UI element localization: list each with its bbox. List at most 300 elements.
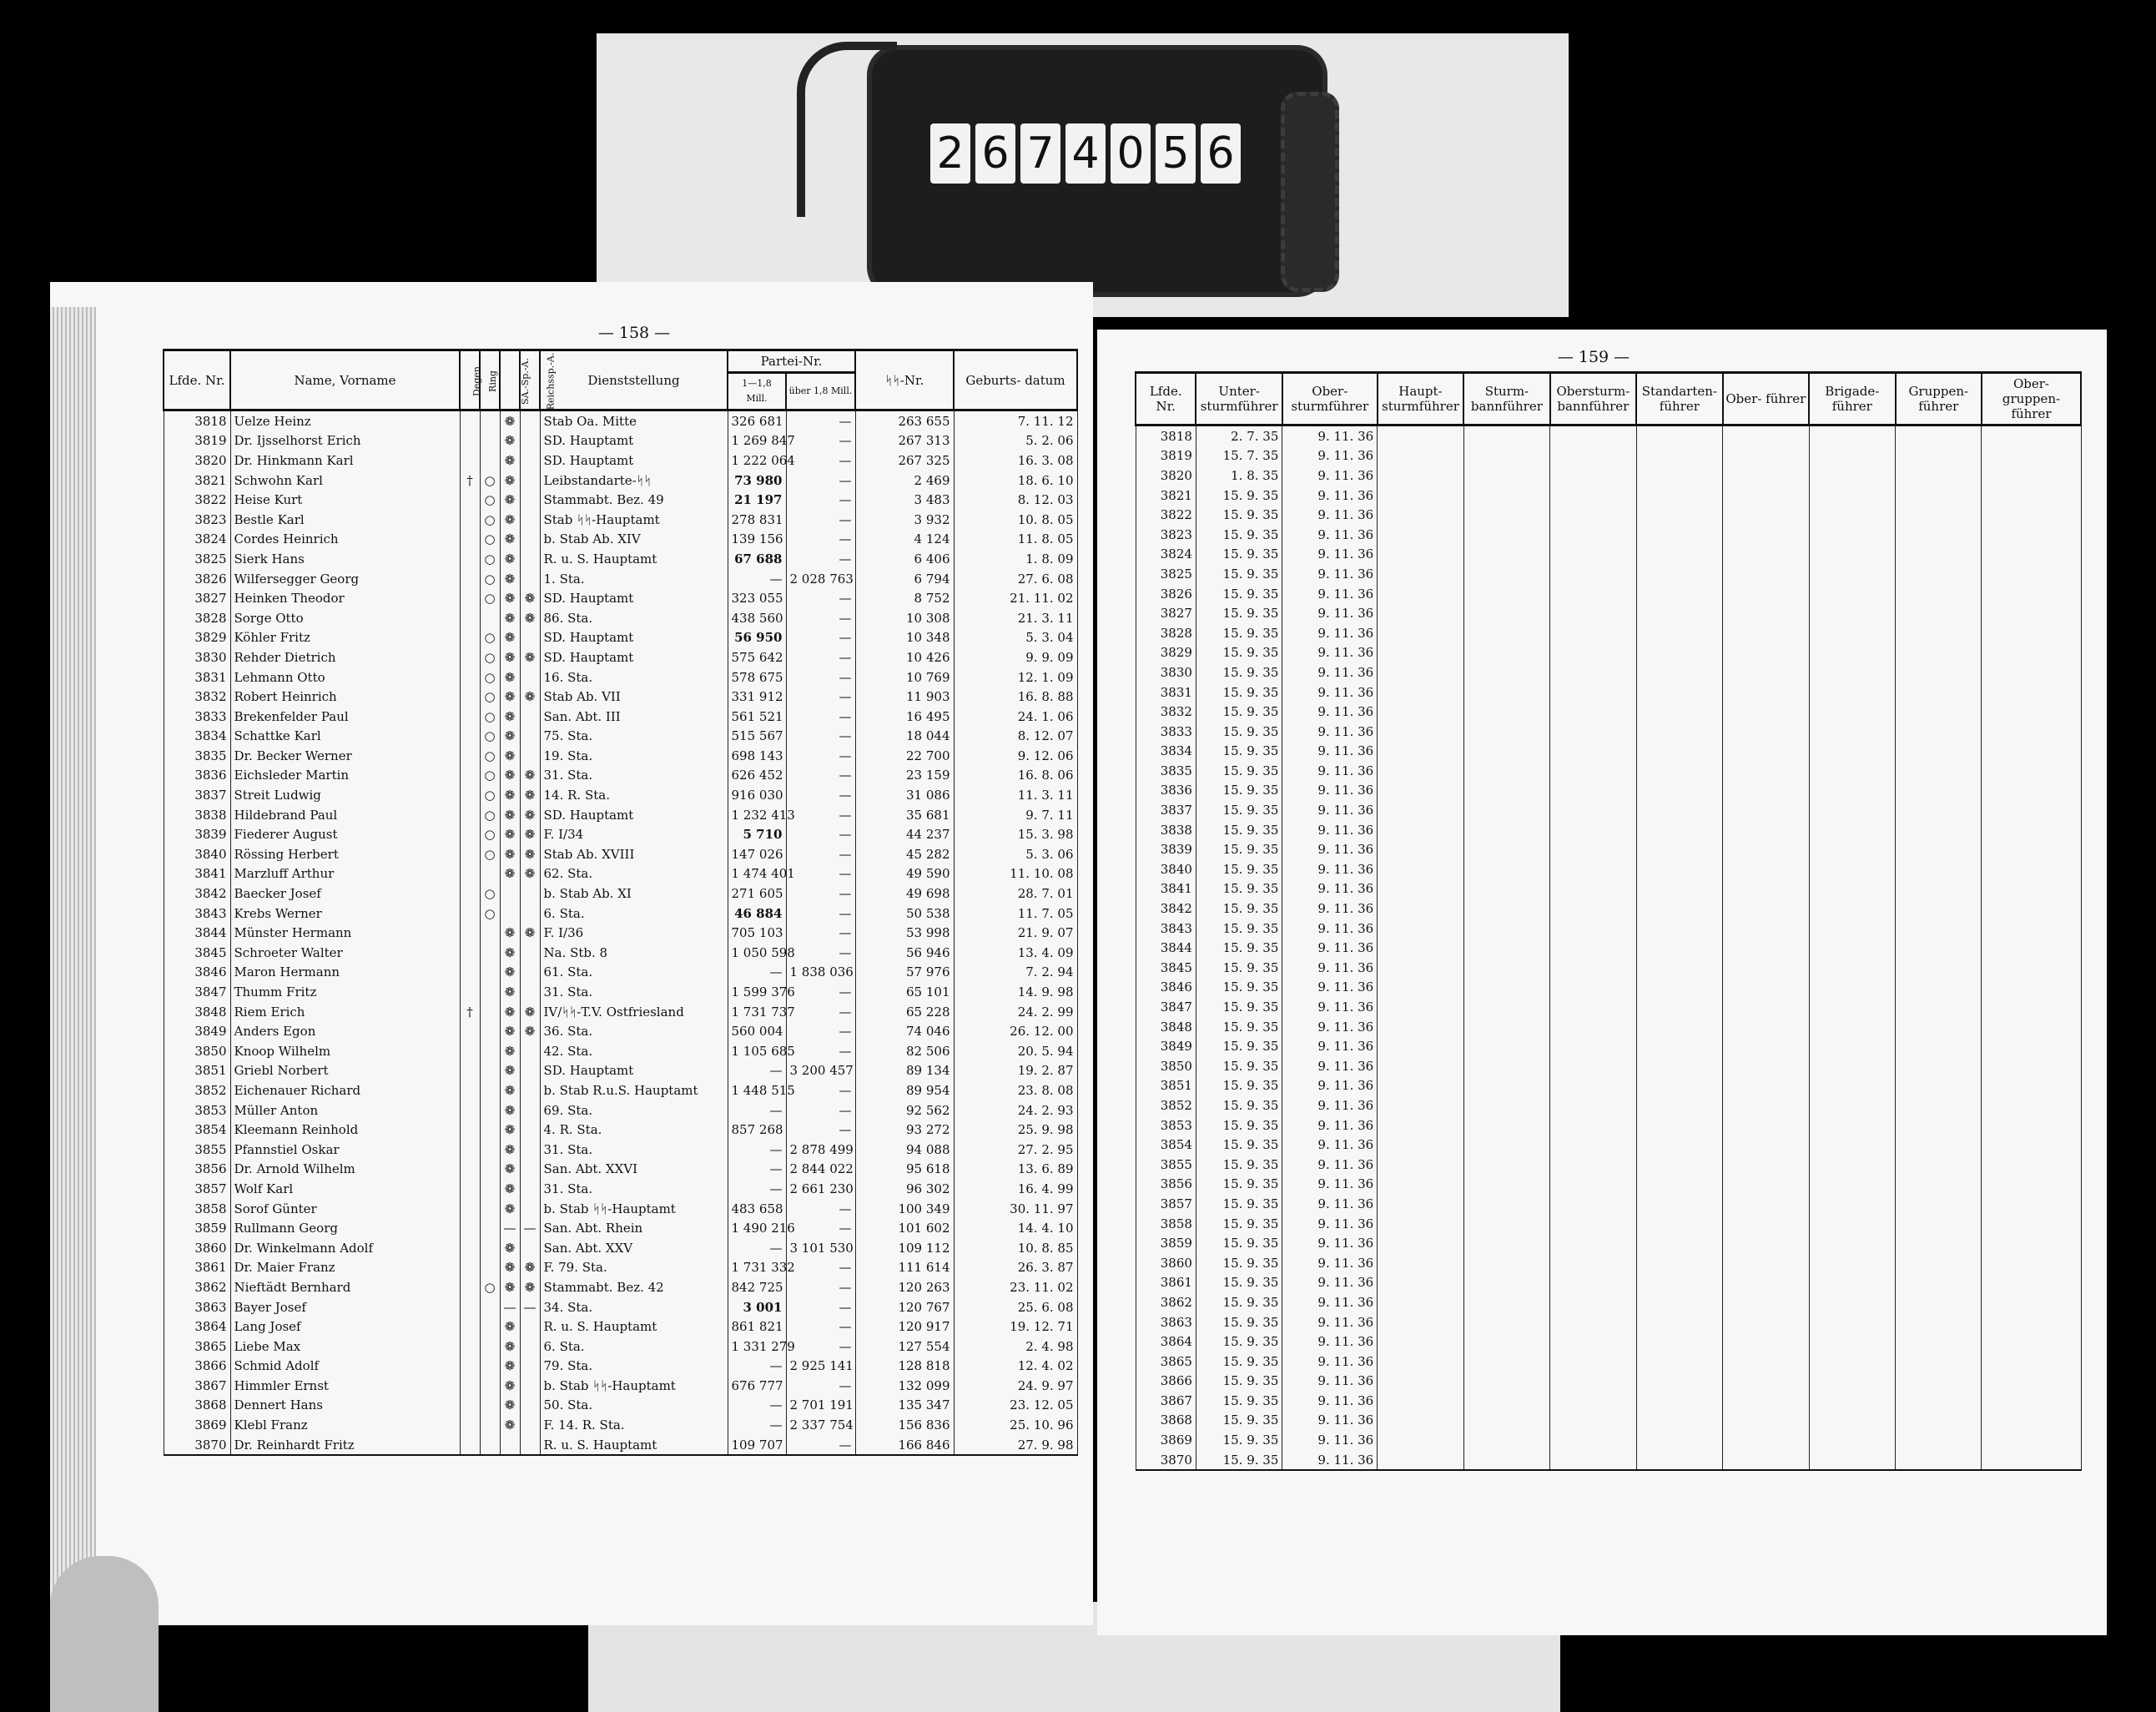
empty-rank-cell xyxy=(1809,1430,1895,1450)
table-row xyxy=(164,824,1077,844)
empty-rank-cell xyxy=(1636,505,1722,525)
untersturmfuehrer-cell: 15. 9. 35 xyxy=(1196,1391,1282,1411)
empty-rank-cell xyxy=(1896,820,1982,840)
geburtsdatum-cell: 25. 9. 98 xyxy=(954,1120,1077,1140)
geburtsdatum-cell: 8. 12. 03 xyxy=(954,490,1077,510)
ring-cell xyxy=(480,1297,500,1317)
untersturmfuehrer-cell: 15. 9. 35 xyxy=(1196,643,1282,663)
sa-sp-a-cell: ❁ xyxy=(500,785,520,805)
dienststellung-cell: b. Stab ᛋᛋ-Hauptamt xyxy=(540,1376,728,1396)
untersturmfuehrer-cell: 15. 9. 35 xyxy=(1196,781,1282,801)
obersturmfuehrer-cell: 9. 11. 36 xyxy=(1282,899,1378,919)
ring-cell xyxy=(480,410,500,431)
empty-rank-cell xyxy=(1636,1233,1722,1253)
empty-rank-cell xyxy=(1982,425,2081,446)
sa-sp-a-cell: ❁ xyxy=(500,746,520,766)
empty-rank-cell xyxy=(1550,1411,1636,1431)
ss-nr-cell: 10 426 xyxy=(855,647,954,667)
empty-rank-cell xyxy=(1378,978,1463,998)
partei-high-cell: — xyxy=(786,1120,855,1140)
degen-cell xyxy=(460,1277,480,1297)
table-row xyxy=(1136,1352,2081,1372)
empty-rank-cell xyxy=(1463,1312,1549,1332)
empty-rank-cell xyxy=(1809,1076,1895,1096)
empty-rank-cell xyxy=(1550,1430,1636,1450)
nr-cell: 3850 xyxy=(1136,1056,1196,1076)
table-row xyxy=(1136,859,2081,879)
ring-cell xyxy=(480,1002,500,1022)
partei-low-cell: — xyxy=(728,1160,786,1180)
nr-cell: 3847 xyxy=(1136,997,1196,1017)
empty-rank-cell xyxy=(1723,1273,1809,1293)
partei-low-cell: 139 156 xyxy=(728,530,786,550)
right-header-cell: Gruppen- führer xyxy=(1896,373,1982,425)
dienststellung-cell: F. 14. R. Sta. xyxy=(540,1415,728,1435)
table-row xyxy=(164,943,1077,963)
table-row xyxy=(164,1297,1077,1317)
empty-rank-cell xyxy=(1378,1332,1463,1352)
empty-rank-cell xyxy=(1636,1292,1722,1312)
name-cell: Dennert Hans xyxy=(230,1396,460,1416)
table-row xyxy=(1136,1056,2081,1076)
geburtsdatum-cell: 11. 7. 05 xyxy=(954,904,1077,924)
empty-rank-cell xyxy=(1463,1214,1549,1234)
obersturmfuehrer-cell: 9. 11. 36 xyxy=(1282,1135,1378,1155)
right-table-body xyxy=(1136,425,2081,1471)
empty-rank-cell xyxy=(1896,682,1982,702)
obersturmfuehrer-cell: 9. 11. 36 xyxy=(1282,1115,1378,1135)
empty-rank-cell xyxy=(1896,899,1982,919)
partei-low-cell: 1 269 847 xyxy=(728,431,786,451)
sa-sp-a-cell: ❁ xyxy=(500,1041,520,1061)
empty-rank-cell xyxy=(1896,742,1982,762)
table-row xyxy=(164,1002,1077,1022)
empty-rank-cell xyxy=(1378,1430,1463,1450)
nr-cell: 3843 xyxy=(1136,919,1196,939)
table-row xyxy=(164,982,1077,1002)
empty-rank-cell xyxy=(1550,545,1636,565)
table-row xyxy=(1136,643,2081,663)
table-row xyxy=(1136,879,2081,899)
partei-high-cell: — xyxy=(786,727,855,747)
untersturmfuehrer-cell: 15. 9. 35 xyxy=(1196,1312,1282,1332)
sa-sp-a-cell: ❁ xyxy=(500,1002,520,1022)
degen-cell xyxy=(460,1179,480,1199)
empty-rank-cell xyxy=(1723,1155,1809,1175)
obersturmfuehrer-cell: 9. 11. 36 xyxy=(1282,1430,1378,1450)
empty-rank-cell xyxy=(1636,603,1722,623)
degen-cell xyxy=(460,608,480,628)
partei-high-cell: — xyxy=(786,824,855,844)
sa-sp-a-cell: ❁ xyxy=(500,1061,520,1081)
obersturmfuehrer-cell: 9. 11. 36 xyxy=(1282,1253,1378,1273)
reichssp-a-cell: ❁ xyxy=(520,1002,540,1022)
empty-rank-cell xyxy=(1723,1214,1809,1234)
partei-high-cell: — xyxy=(786,1337,855,1357)
geburtsdatum-cell: 21. 9. 07 xyxy=(954,923,1077,943)
sa-sp-a-cell: ❁ xyxy=(500,1160,520,1180)
untersturmfuehrer-cell: 15. 9. 35 xyxy=(1196,742,1282,762)
obersturmfuehrer-cell: 9. 11. 36 xyxy=(1282,978,1378,998)
nr-cell: 3842 xyxy=(164,884,230,904)
empty-rank-cell xyxy=(1550,938,1636,958)
empty-rank-cell xyxy=(1723,446,1809,466)
ss-nr-cell: 57 976 xyxy=(855,963,954,983)
table-row xyxy=(164,1080,1077,1100)
geburtsdatum-cell: 25. 6. 08 xyxy=(954,1297,1077,1317)
partei-low-cell: 1 222 064 xyxy=(728,451,786,471)
reichssp-a-cell: ❁ xyxy=(520,647,540,667)
empty-rank-cell xyxy=(1896,1372,1982,1392)
dienststellung-cell: 31. Sta. xyxy=(540,766,728,786)
empty-rank-cell xyxy=(1378,1450,1463,1471)
dienststellung-cell: Stammabt. Bez. 42 xyxy=(540,1277,728,1297)
table-row xyxy=(164,766,1077,786)
degen-cell xyxy=(460,647,480,667)
untersturmfuehrer-cell: 15. 9. 35 xyxy=(1196,682,1282,702)
sa-sp-a-cell: ❁ xyxy=(500,608,520,628)
geburtsdatum-cell: 21. 3. 11 xyxy=(954,608,1077,628)
ss-nr-cell: 6 406 xyxy=(855,549,954,569)
empty-rank-cell xyxy=(1378,1372,1463,1392)
empty-rank-cell xyxy=(1636,564,1722,584)
reichssp-a-cell xyxy=(520,904,540,924)
dienststellung-cell: 1. Sta. xyxy=(540,569,728,589)
geburtsdatum-cell: 13. 4. 09 xyxy=(954,943,1077,963)
partei-low-cell: 21 197 xyxy=(728,490,786,510)
geburtsdatum-cell: 5. 3. 04 xyxy=(954,628,1077,648)
ring-cell: ○ xyxy=(480,530,500,550)
table-row xyxy=(1136,682,2081,702)
ss-nr-cell: 53 998 xyxy=(855,923,954,943)
degen-cell xyxy=(460,923,480,943)
degen-cell xyxy=(460,884,480,904)
empty-rank-cell xyxy=(1550,859,1636,879)
nr-cell: 3837 xyxy=(1136,800,1196,820)
sa-sp-a-cell xyxy=(500,1435,520,1456)
empty-rank-cell xyxy=(1636,1450,1722,1471)
obersturmfuehrer-cell: 9. 11. 36 xyxy=(1282,1056,1378,1076)
ring-cell: ○ xyxy=(480,805,500,825)
obersturmfuehrer-cell: 9. 11. 36 xyxy=(1282,839,1378,859)
empty-rank-cell xyxy=(1896,603,1982,623)
empty-rank-cell xyxy=(1463,1450,1549,1471)
empty-rank-cell xyxy=(1896,1430,1982,1450)
empty-rank-cell xyxy=(1378,1391,1463,1411)
table-row xyxy=(164,707,1077,727)
table-row xyxy=(164,923,1077,943)
empty-rank-cell xyxy=(1463,958,1549,978)
nr-cell: 3859 xyxy=(1136,1233,1196,1253)
table-row xyxy=(1136,839,2081,859)
empty-rank-cell xyxy=(1896,466,1982,486)
empty-rank-cell xyxy=(1896,1194,1982,1214)
obersturmfuehrer-cell: 9. 11. 36 xyxy=(1282,603,1378,623)
empty-rank-cell xyxy=(1896,1175,1982,1195)
empty-rank-cell xyxy=(1982,1332,2081,1352)
obersturmfuehrer-cell: 9. 11. 36 xyxy=(1282,938,1378,958)
empty-rank-cell xyxy=(1723,623,1809,643)
empty-rank-cell xyxy=(1378,761,1463,781)
empty-rank-cell xyxy=(1723,1411,1809,1431)
ss-nr-cell: 35 681 xyxy=(855,805,954,825)
empty-rank-cell xyxy=(1636,662,1722,682)
empty-rank-cell xyxy=(1723,997,1809,1017)
empty-rank-cell xyxy=(1378,1036,1463,1056)
partei-low-cell: 705 103 xyxy=(728,923,786,943)
empty-rank-cell xyxy=(1723,761,1809,781)
partei-high-cell: — xyxy=(786,1297,855,1317)
name-cell: Rössing Herbert xyxy=(230,844,460,864)
partei-high-cell: 2 701 191 xyxy=(786,1396,855,1416)
sa-sp-a-cell: ❁ xyxy=(500,431,520,451)
empty-rank-cell xyxy=(1982,1233,2081,1253)
table-row xyxy=(1136,1135,2081,1155)
ss-nr-cell: 109 112 xyxy=(855,1238,954,1258)
sa-sp-a-cell: ❁ xyxy=(500,1120,520,1140)
ss-nr-cell: 263 655 xyxy=(855,410,954,431)
empty-rank-cell xyxy=(1723,839,1809,859)
empty-rank-cell xyxy=(1378,1135,1463,1155)
untersturmfuehrer-cell: 15. 9. 35 xyxy=(1196,938,1282,958)
untersturmfuehrer-cell: 15. 9. 35 xyxy=(1196,1175,1282,1195)
empty-rank-cell xyxy=(1809,781,1895,801)
empty-rank-cell xyxy=(1723,1372,1809,1392)
obersturmfuehrer-cell: 9. 11. 36 xyxy=(1282,1450,1378,1471)
degen-cell xyxy=(460,410,480,431)
sa-sp-a-cell: ❁ xyxy=(500,1317,520,1337)
nr-cell: 3844 xyxy=(1136,938,1196,958)
name-cell: Riem Erich xyxy=(230,1002,460,1022)
untersturmfuehrer-cell: 15. 7. 35 xyxy=(1196,446,1282,466)
ss-nr-cell: 89 134 xyxy=(855,1061,954,1081)
dienststellung-cell: F. I/36 xyxy=(540,923,728,943)
obersturmfuehrer-cell: 9. 11. 36 xyxy=(1282,466,1378,486)
obersturmfuehrer-cell: 9. 11. 36 xyxy=(1282,525,1378,545)
reichssp-a-cell xyxy=(520,1376,540,1396)
table-row xyxy=(1136,958,2081,978)
empty-rank-cell xyxy=(1636,859,1722,879)
empty-rank-cell xyxy=(1896,761,1982,781)
empty-rank-cell xyxy=(1809,425,1895,446)
empty-rank-cell xyxy=(1723,1076,1809,1096)
reichssp-a-cell xyxy=(520,471,540,491)
geburtsdatum-cell: 23. 11. 02 xyxy=(954,1277,1077,1297)
empty-rank-cell xyxy=(1723,1175,1809,1195)
table-row xyxy=(164,1120,1077,1140)
partei-low-cell: — xyxy=(728,963,786,983)
ring-cell: ○ xyxy=(480,904,500,924)
empty-rank-cell xyxy=(1982,1135,2081,1155)
empty-rank-cell xyxy=(1550,603,1636,623)
ring-cell xyxy=(480,923,500,943)
reichssp-a-cell xyxy=(520,1337,540,1357)
dienststellung-cell: 31. Sta. xyxy=(540,982,728,1002)
degen-cell xyxy=(460,451,480,471)
untersturmfuehrer-cell: 15. 9. 35 xyxy=(1196,1194,1282,1214)
empty-rank-cell xyxy=(1723,1352,1809,1372)
empty-rank-cell xyxy=(1636,899,1722,919)
table-row xyxy=(1136,1017,2081,1037)
name-cell: Krebs Werner xyxy=(230,904,460,924)
untersturmfuehrer-cell: 15. 9. 35 xyxy=(1196,1450,1282,1471)
nr-cell: 3835 xyxy=(1136,761,1196,781)
ring-cell xyxy=(480,1120,500,1140)
reichssp-a-cell xyxy=(520,569,540,589)
name-cell: Robert Heinrich xyxy=(230,687,460,707)
empty-rank-cell xyxy=(1636,1372,1722,1392)
ring-cell xyxy=(480,1396,500,1416)
empty-rank-cell xyxy=(1550,466,1636,486)
ss-nr-cell: 49 590 xyxy=(855,864,954,884)
name-cell: Schwohn Karl xyxy=(230,471,460,491)
empty-rank-cell xyxy=(1982,545,2081,565)
empty-rank-cell xyxy=(1896,1253,1982,1273)
reichssp-a-cell xyxy=(520,1140,540,1160)
partei-low-cell: 857 268 xyxy=(728,1120,786,1140)
untersturmfuehrer-cell: 15. 9. 35 xyxy=(1196,525,1282,545)
empty-rank-cell xyxy=(1636,1017,1722,1037)
nr-cell: 3851 xyxy=(164,1061,230,1081)
table-row xyxy=(1136,781,2081,801)
nr-cell: 3858 xyxy=(164,1199,230,1219)
reichssp-a-cell: ❁ xyxy=(520,864,540,884)
empty-rank-cell xyxy=(1982,505,2081,525)
table-row xyxy=(164,746,1077,766)
nr-cell: 3819 xyxy=(164,431,230,451)
nr-cell: 3823 xyxy=(164,510,230,530)
table-row xyxy=(164,667,1077,687)
nr-cell: 3849 xyxy=(164,1021,230,1041)
empty-rank-cell xyxy=(1809,545,1895,565)
degen-cell xyxy=(460,569,480,589)
ss-nr-cell: 128 818 xyxy=(855,1357,954,1377)
empty-rank-cell xyxy=(1982,781,2081,801)
ring-cell xyxy=(480,431,500,451)
empty-rank-cell xyxy=(1636,722,1722,742)
geburtsdatum-cell: 20. 5. 94 xyxy=(954,1041,1077,1061)
empty-rank-cell xyxy=(1896,662,1982,682)
reichssp-a-cell: ❁ xyxy=(520,844,540,864)
empty-rank-cell xyxy=(1636,879,1722,899)
empty-rank-cell xyxy=(1378,742,1463,762)
empty-rank-cell xyxy=(1982,722,2081,742)
partei-low-cell: 483 658 xyxy=(728,1199,786,1219)
dienststellung-cell: b. Stab R.u.S. Hauptamt xyxy=(540,1080,728,1100)
empty-rank-cell xyxy=(1550,623,1636,643)
sa-sp-a-cell: ❁ xyxy=(500,943,520,963)
partei-low-cell: — xyxy=(728,1357,786,1377)
nr-cell: 3830 xyxy=(164,647,230,667)
page-edges xyxy=(50,307,96,1609)
name-cell: Cordes Heinrich xyxy=(230,530,460,550)
empty-rank-cell xyxy=(1982,859,2081,879)
geburtsdatum-cell: 5. 3. 06 xyxy=(954,844,1077,864)
header-partei-nr: Partei-Nr. xyxy=(728,350,855,373)
ss-nr-cell: 120 917 xyxy=(855,1317,954,1337)
table-row xyxy=(164,569,1077,589)
ring-cell xyxy=(480,1238,500,1258)
empty-rank-cell xyxy=(1982,584,2081,604)
ring-cell: ○ xyxy=(480,588,500,608)
empty-rank-cell xyxy=(1463,722,1549,742)
reichssp-a-cell xyxy=(520,1317,540,1337)
empty-rank-cell xyxy=(1896,584,1982,604)
empty-rank-cell xyxy=(1550,1214,1636,1234)
reichssp-a-cell: ❁ xyxy=(520,1021,540,1041)
empty-rank-cell xyxy=(1809,1332,1895,1352)
table-row xyxy=(1136,603,2081,623)
empty-rank-cell xyxy=(1636,545,1722,565)
geburtsdatum-cell: 2. 4. 98 xyxy=(954,1337,1077,1357)
empty-rank-cell xyxy=(1809,1391,1895,1411)
partei-low-cell: 560 004 xyxy=(728,1021,786,1041)
untersturmfuehrer-cell: 15. 9. 35 xyxy=(1196,1115,1282,1135)
empty-rank-cell xyxy=(1723,1017,1809,1037)
nr-cell: 3831 xyxy=(164,667,230,687)
empty-rank-cell xyxy=(1463,1076,1549,1096)
empty-rank-cell xyxy=(1982,702,2081,722)
sa-sp-a-cell: ❁ xyxy=(500,1199,520,1219)
empty-rank-cell xyxy=(1809,682,1895,702)
degen-cell: † xyxy=(460,1002,480,1022)
nr-cell: 3828 xyxy=(1136,623,1196,643)
ss-nr-cell: 111 614 xyxy=(855,1258,954,1278)
empty-rank-cell xyxy=(1982,1450,2081,1471)
partei-low-cell: 842 725 xyxy=(728,1277,786,1297)
empty-rank-cell xyxy=(1378,603,1463,623)
empty-rank-cell xyxy=(1982,682,2081,702)
geburtsdatum-cell: 14. 4. 10 xyxy=(954,1218,1077,1238)
partei-high-cell: — xyxy=(786,1277,855,1297)
geburtsdatum-cell: 11. 3. 11 xyxy=(954,785,1077,805)
table-row xyxy=(164,628,1077,648)
partei-high-cell: 3 200 457 xyxy=(786,1061,855,1081)
ring-cell xyxy=(480,1258,500,1278)
empty-rank-cell xyxy=(1982,1411,2081,1431)
obersturmfuehrer-cell: 9. 11. 36 xyxy=(1282,958,1378,978)
counter-digit: 0 xyxy=(1111,123,1151,184)
sa-sp-a-cell: ❁ xyxy=(500,647,520,667)
table-row xyxy=(164,530,1077,550)
name-cell: Sorof Günter xyxy=(230,1199,460,1219)
empty-rank-cell xyxy=(1896,1135,1982,1155)
dienststellung-cell: SD. Hauptamt xyxy=(540,588,728,608)
obersturmfuehrer-cell: 9. 11. 36 xyxy=(1282,919,1378,939)
untersturmfuehrer-cell: 15. 9. 35 xyxy=(1196,603,1282,623)
untersturmfuehrer-cell: 15. 9. 35 xyxy=(1196,919,1282,939)
nr-cell: 3832 xyxy=(1136,702,1196,722)
name-cell: Köhler Fritz xyxy=(230,628,460,648)
empty-rank-cell xyxy=(1636,1036,1722,1056)
name-cell: Dr. Arnold Wilhelm xyxy=(230,1160,460,1180)
partei-high-cell: — xyxy=(786,864,855,884)
table-row xyxy=(164,844,1077,864)
empty-rank-cell xyxy=(1982,1312,2081,1332)
untersturmfuehrer-cell: 15. 9. 35 xyxy=(1196,958,1282,978)
empty-rank-cell xyxy=(1636,1076,1722,1096)
ring-cell xyxy=(480,608,500,628)
table-row xyxy=(1136,1411,2081,1431)
empty-rank-cell xyxy=(1809,919,1895,939)
empty-rank-cell xyxy=(1723,643,1809,663)
table-row xyxy=(1136,1273,2081,1293)
table-row xyxy=(1136,820,2081,840)
untersturmfuehrer-cell: 15. 9. 35 xyxy=(1196,584,1282,604)
empty-rank-cell xyxy=(1896,1017,1982,1037)
empty-rank-cell xyxy=(1636,1391,1722,1411)
ring-cell: ○ xyxy=(480,667,500,687)
